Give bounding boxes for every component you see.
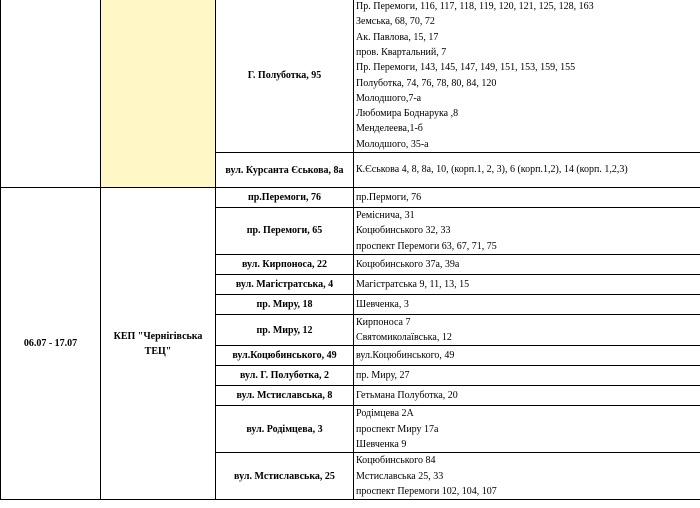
address-cell: пр. Миру, 18 [216,294,354,314]
address-cell: вул.Коцюбинського, 49 [216,346,354,366]
house-line: пр.Пермоги, 76 [356,191,422,203]
period-cell: 06.07 - 17.07 [1,188,101,500]
house-line: Шевченка 9 [356,439,407,451]
house-line: Коцюбинського 84 [356,455,436,467]
houses-cell [354,208,700,255]
houses-cell [354,254,700,274]
house-line: пр. Миру, 27 [356,370,410,382]
house-line: К.Єськова 4, 8, 8а, 10, (корп.1, 2, 3), 6 (корп.1,2), 14 (корп. 1,2,3) [356,164,628,176]
houses-cell [354,274,700,294]
houses-cell [354,153,700,188]
house-line: Ак. Павлова, 15, 17 [356,31,439,43]
house-line: Пр. Перемоги, 143, 145, 147, 149, 151, 153, 159, 155 [356,62,576,74]
house-line: Шевченка, 3 [356,298,409,310]
houses-cell [354,294,700,314]
table-row [1,188,700,208]
address-cell: пр. Миру, 12 [216,314,354,346]
house-line: вул.Коцюбинського, 49 [356,350,455,362]
address-cell: пр. Перемоги, 65 [216,208,354,255]
house-line: Мстиславська 25, 33 [356,470,444,482]
houses-cell [354,0,700,153]
house-line: Любомира Боднарука ,8 [356,108,459,120]
houses-cell [354,453,700,500]
address-cell: вул. Родімцева, 3 [216,406,354,453]
address-cell: вул. Курсанта Єськова, 8а [216,153,354,188]
house-line: Молодшого, 35-а [356,138,429,150]
schedule-table-body [1,0,700,500]
address-cell: вул. Мстиславська, 8 [216,386,354,406]
address-cell: Г. Полуботка, 95 [216,0,354,153]
house-line: Коцюбинського 32, 33 [356,225,451,237]
source-cell: КЕП "Чернігівська ТЕЦ" [101,188,216,500]
houses-cell [354,188,700,208]
house-line: Полуботка, 74, 76, 78, 80, 84, 120 [356,77,497,89]
house-line: Реміснича, 31 [356,210,415,221]
address-cell: вул. Мстиславська, 25 [216,453,354,500]
houses-cell [354,386,700,406]
house-line: Пр. Перемоги, 116, 117, 118, 119, 120, 121, 125, 128, 163 [356,1,594,13]
house-line: Святомиколаївська, 12 [356,332,452,344]
house-line: Менделеева,1-б [356,123,423,135]
address-cell: вул. Кирпоноса, 22 [216,254,354,274]
house-line: Земська, 68, 70, 72 [356,16,435,28]
house-line: Коцюбинського 37а, 39а [356,258,460,270]
house-line: Молодшого,7-а [356,92,422,104]
houses-cell [354,366,700,386]
houses-cell [354,314,700,346]
address-cell: вул. Магістратська, 4 [216,274,354,294]
table-row [1,0,700,153]
house-line: Гетьмана Полуботка, 20 [356,390,458,402]
house-line: Магістратська 9, 11, 13, 15 [356,278,470,290]
address-cell: вул. Г. Полуботка, 2 [216,366,354,386]
houses-cell [354,406,700,453]
source-cell-previous [101,0,216,188]
period-cell-previous [1,0,101,188]
house-line: Кирпоноса 7 [356,316,411,328]
house-line: проспект Перемоги 63, 67, 71, 75 [356,240,497,252]
house-line: проспект Перемоги 102, 104, 107 [356,485,497,497]
address-cell: пр.Перемоги, 76 [216,188,354,208]
house-line: проспект Миру 17а [356,423,439,435]
houses-cell [354,346,700,366]
house-line: Родімцева 2А [356,408,414,420]
house-line: пров. Квартальний, 7 [356,46,447,58]
